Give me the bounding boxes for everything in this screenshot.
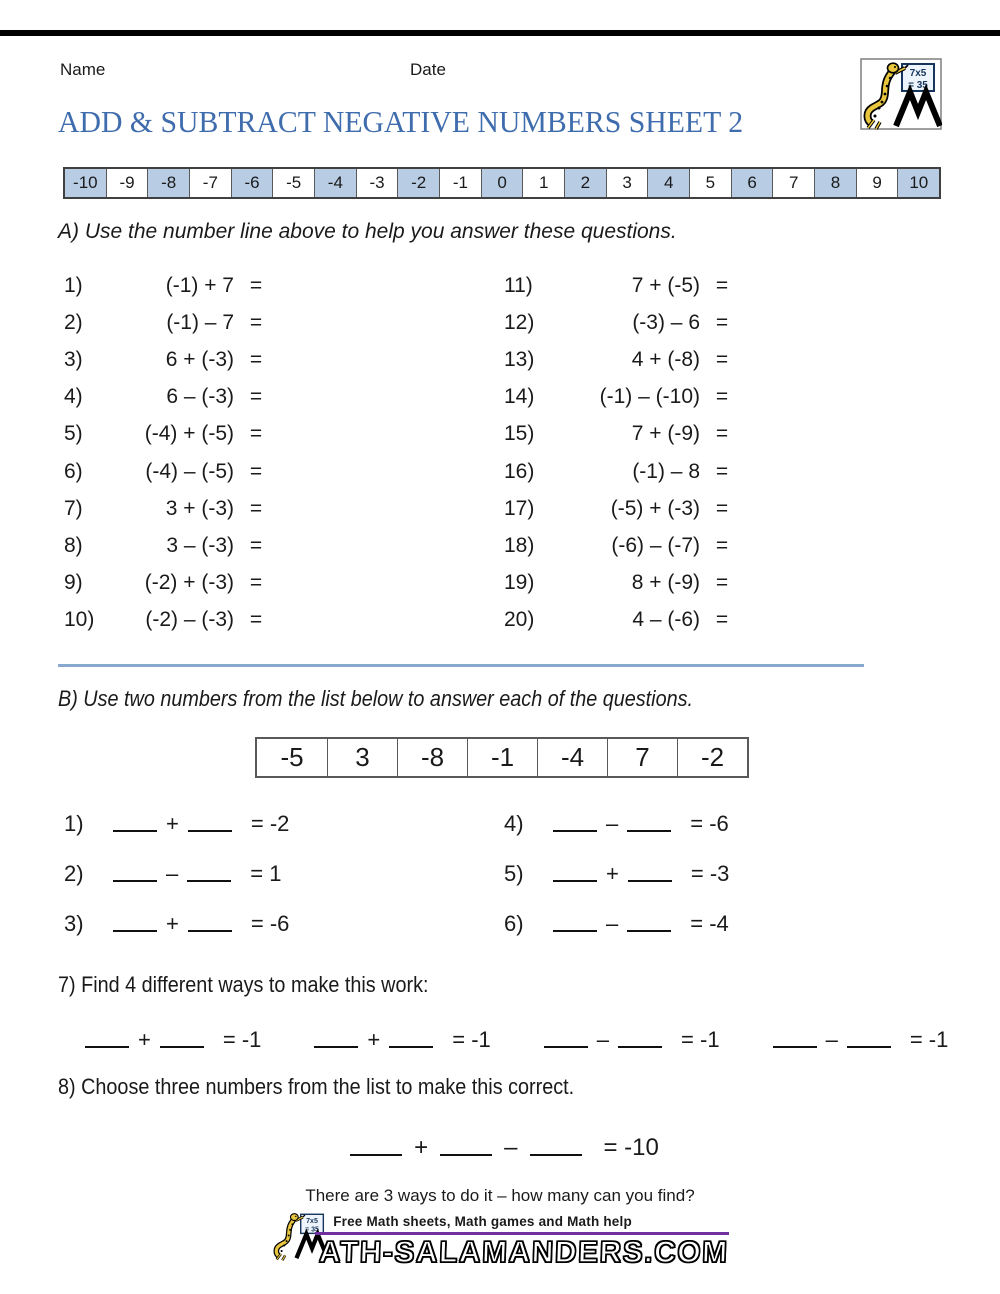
equals-sign: = — [715, 310, 729, 334]
question-number: 6) — [504, 911, 524, 936]
question-expression: 7 + (-5) — [631, 273, 700, 297]
question-row — [64, 490, 278, 527]
answer-blank[interactable] — [627, 816, 671, 832]
number-line-cell: -7 — [189, 169, 231, 197]
question-row — [64, 453, 278, 490]
equals-sign: = — [715, 608, 729, 632]
equals-sign: = — [715, 385, 729, 409]
section-a-heading: A) Use the number line above to help you answer these questions. — [58, 220, 677, 243]
equals-sign: = — [249, 310, 263, 334]
question-number: 13) — [504, 347, 535, 371]
question-row — [64, 602, 278, 639]
question-expression: 4 – (-6) — [632, 608, 700, 632]
question-number: 2) — [64, 310, 83, 334]
answer-blank[interactable] — [188, 916, 232, 932]
site-name: ATH-SALAMANDERS.COM — [318, 1236, 730, 1269]
salamander-logo — [860, 58, 942, 130]
list-number-cell: -1 — [467, 739, 537, 776]
answer-blank[interactable] — [113, 866, 157, 882]
question-row — [504, 527, 744, 564]
question-row — [64, 565, 278, 602]
number-line-cell: -9 — [106, 169, 148, 197]
question-number: 1) — [64, 811, 84, 836]
answer-blank[interactable] — [314, 1032, 358, 1048]
question-number: 18) — [504, 533, 535, 557]
question-row — [504, 565, 744, 602]
equals-sign: = — [249, 347, 263, 371]
question-number: 3) — [64, 911, 84, 936]
operator: + — [606, 861, 619, 886]
question-number: 3) — [64, 347, 83, 371]
answer-blank[interactable] — [627, 916, 671, 932]
question-number: 14) — [504, 385, 535, 409]
equals-sign: = — [249, 533, 263, 557]
equals-result: = -1 — [452, 1027, 491, 1052]
equals-sign: = — [249, 608, 263, 632]
question-expression: (-6) – (-7) — [611, 533, 700, 557]
answer-blank[interactable] — [847, 1032, 891, 1048]
question-expression: 3 + (-3) — [165, 496, 234, 520]
number-line-cell: 3 — [606, 169, 648, 197]
question-row — [504, 602, 744, 639]
fill-blank-group — [537, 1018, 720, 1062]
question-row — [64, 341, 278, 378]
question8-equation — [0, 1126, 1000, 1170]
footer-branding — [0, 1210, 1000, 1270]
question-row — [64, 527, 278, 564]
question-number: 4) — [64, 385, 83, 409]
answer-blank[interactable] — [389, 1032, 433, 1048]
question7-heading: 7) Find 4 different ways to make this work: — [58, 972, 429, 997]
question-number: 20) — [504, 608, 535, 632]
operator: – — [504, 1134, 518, 1161]
question-row — [64, 416, 278, 453]
question-number: 4) — [504, 811, 524, 836]
list-number-cell: -5 — [257, 739, 327, 776]
list-number-cell: -2 — [677, 739, 747, 776]
question-row — [504, 304, 744, 341]
operator: + — [414, 1134, 429, 1161]
equals-sign: = — [715, 459, 729, 483]
question-expression: 4 + (-8) — [631, 347, 700, 371]
answer-blank[interactable] — [440, 1140, 492, 1156]
question-row — [64, 267, 278, 304]
equals-result: = -6 — [690, 811, 729, 836]
fill-blank-group — [78, 1018, 261, 1062]
question-number: 17) — [504, 496, 535, 520]
equals-result: = -1 — [909, 1027, 949, 1052]
equals-sign: = — [249, 571, 263, 595]
question-number: 5) — [504, 861, 524, 886]
equals-sign: = — [715, 422, 729, 446]
question-number: 9) — [64, 571, 83, 595]
answer-blank[interactable] — [160, 1032, 204, 1048]
question-row — [504, 453, 744, 490]
number-line-cell: 1 — [522, 169, 564, 197]
number-line-cell: 8 — [814, 169, 856, 197]
section-a-left — [64, 267, 278, 639]
operator: – — [825, 1027, 838, 1052]
question-row — [504, 267, 744, 304]
operator: + — [166, 911, 179, 936]
number-line-cell: -4 — [314, 169, 356, 197]
equals-sign: = — [249, 459, 263, 483]
hint-text: There are 3 ways to do it – how many can you find? — [305, 1186, 695, 1205]
footer-text-block — [315, 1210, 729, 1270]
equals-result: = -6 — [250, 911, 290, 936]
fill-blank-question — [504, 799, 729, 849]
question-expression: (-1) – (-10) — [599, 385, 700, 409]
question-row — [504, 341, 744, 378]
fill-blank-question — [64, 899, 289, 949]
name-label: Name — [60, 60, 106, 79]
section-b-right — [504, 799, 729, 949]
section-a-right — [504, 267, 744, 639]
question-row — [504, 490, 744, 527]
answer-blank[interactable] — [544, 1032, 588, 1048]
question-expression: 8 + (-9) — [631, 571, 700, 595]
number-line-cell: -8 — [147, 169, 189, 197]
tagline-underline — [315, 1232, 729, 1235]
question-number: 19) — [504, 571, 535, 595]
number-line-cell: -1 — [439, 169, 481, 197]
top-border-rule — [0, 30, 1000, 36]
number-line-cell: -2 — [397, 169, 439, 197]
page-title: ADD & SUBTRACT NEGATIVE NUMBERS SHEET 2 — [58, 104, 744, 139]
question-expression: 6 + (-3) — [165, 347, 234, 371]
date-label: Date — [410, 60, 446, 79]
section-b-heading: B) Use two numbers from the list below to answer each of the questions. — [58, 686, 694, 711]
question-expression: (-5) + (-3) — [610, 496, 700, 520]
equals-result: = -3 — [690, 861, 730, 886]
equals-result: = -1 — [222, 1027, 262, 1052]
q7-groups — [78, 1018, 948, 1062]
equals-result: = -10 — [603, 1134, 659, 1161]
list-number-cell: 7 — [607, 739, 677, 776]
question-number: 15) — [504, 422, 535, 446]
equals-sign: = — [249, 273, 263, 297]
answer-blank[interactable] — [350, 1140, 402, 1156]
fill-blank-question — [64, 849, 289, 899]
answer-blank[interactable] — [553, 816, 597, 832]
question-expression: (-1) – 7 — [166, 310, 234, 334]
operator: – — [596, 1027, 610, 1052]
question-expression: (-2) + (-3) — [144, 571, 234, 595]
answer-blank[interactable] — [553, 866, 597, 882]
operator: – — [166, 861, 179, 886]
b-number-list — [255, 737, 749, 778]
answer-blank[interactable] — [113, 816, 157, 832]
operator: – — [606, 911, 619, 936]
question-expression: (-1) + 7 — [165, 273, 234, 297]
list-number-cell: 3 — [327, 739, 397, 776]
question-row — [504, 416, 744, 453]
equals-sign: = — [249, 496, 263, 520]
fill-blank-question — [64, 799, 289, 849]
question-number: 10) — [64, 608, 95, 632]
equals-result: = -4 — [690, 911, 729, 936]
question-number: 12) — [504, 310, 535, 334]
question-expression: 6 – (-3) — [166, 385, 234, 409]
number-line-cell: 6 — [731, 169, 773, 197]
answer-blank[interactable] — [553, 916, 597, 932]
number-line-cell: 4 — [647, 169, 689, 197]
equals-result: = -1 — [681, 1027, 720, 1052]
number-line-cell: -3 — [356, 169, 398, 197]
section-b-left — [64, 799, 289, 949]
equals-sign: = — [715, 273, 729, 297]
number-line-cell: -10 — [65, 169, 106, 197]
number-line — [63, 167, 941, 199]
answer-blank[interactable] — [187, 866, 231, 882]
question-expression: (-4) – (-5) — [145, 459, 234, 483]
operator: + — [166, 811, 179, 836]
question-row — [64, 304, 278, 341]
question-row — [504, 379, 744, 416]
answer-blank[interactable] — [618, 1032, 662, 1048]
number-line-cell: 0 — [481, 169, 523, 197]
number-line-cell: 9 — [856, 169, 898, 197]
question8-heading: 8) Choose three numbers from the list to make this correct. — [58, 1074, 575, 1099]
question-expression: 3 – (-3) — [166, 533, 234, 557]
equals-sign: = — [715, 347, 729, 371]
question-expression: (-1) – 8 — [632, 459, 700, 483]
answer-blank[interactable] — [113, 916, 157, 932]
footer-lockup — [271, 1210, 729, 1270]
operator: + — [138, 1027, 151, 1052]
operator: – — [606, 811, 619, 836]
question-expression: 7 + (-9) — [631, 422, 700, 446]
number-line-cell: 5 — [689, 169, 731, 197]
footer-tagline: Free Math sheets, Math games and Math help — [333, 1214, 632, 1229]
equals-sign: = — [715, 571, 729, 595]
fill-blank-group — [766, 1018, 949, 1062]
fill-blank-question — [504, 899, 729, 949]
fill-blank-question — [504, 849, 729, 899]
fill-blank-group — [307, 1018, 490, 1062]
answer-blank[interactable] — [85, 1032, 129, 1048]
equals-sign: = — [715, 496, 729, 520]
number-line-cell: 2 — [564, 169, 606, 197]
question-number: 1) — [64, 273, 83, 297]
question-number: 8) — [64, 533, 83, 557]
question-expression: (-4) + (-5) — [144, 422, 234, 446]
answer-blank[interactable] — [773, 1032, 817, 1048]
question-expression: (-3) – 6 — [632, 310, 700, 334]
number-line-cell: -6 — [231, 169, 273, 197]
list-number-cell: -4 — [537, 739, 607, 776]
number-line-cell: 10 — [897, 169, 939, 197]
section-divider — [58, 664, 864, 667]
equals-result: = 1 — [250, 861, 282, 886]
answer-blank[interactable] — [628, 866, 672, 882]
operator: + — [367, 1027, 381, 1052]
question-number: 5) — [64, 422, 83, 446]
answer-blank[interactable] — [530, 1140, 582, 1156]
equals-sign: = — [715, 533, 729, 557]
equals-sign: = — [249, 385, 263, 409]
answer-blank[interactable] — [188, 816, 232, 832]
question-number: 16) — [504, 459, 535, 483]
equals-sign: = — [249, 422, 263, 446]
question-number: 2) — [64, 861, 84, 886]
question-expression: (-2) – (-3) — [145, 608, 234, 632]
number-line-cell: 7 — [772, 169, 814, 197]
question-number: 7) — [64, 496, 83, 520]
equals-result: = -2 — [250, 811, 290, 836]
list-number-cell: -8 — [397, 739, 467, 776]
number-line-cell: -5 — [272, 169, 314, 197]
question-row — [64, 379, 278, 416]
question-number: 11) — [504, 273, 533, 297]
question-number: 6) — [64, 459, 83, 483]
